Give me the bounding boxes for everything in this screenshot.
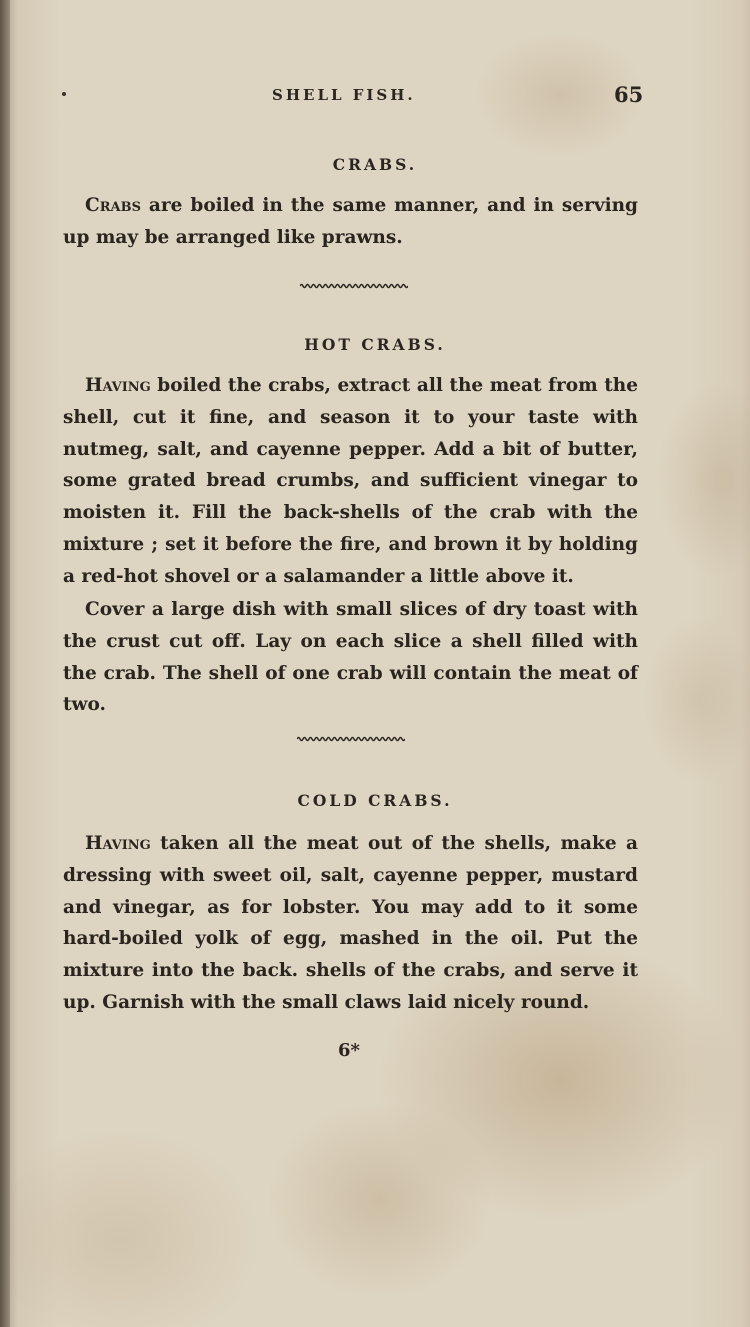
- paragraph-text: Cover a large dish with small slices of dry toast with the crust cut off. Lay on each slice a shell filled with the crab. The shell of one crab will contain the meat of two.: [63, 599, 638, 716]
- paragraph-lead: Having: [85, 833, 151, 854]
- wavy-rule-divider: [300, 283, 408, 289]
- section-heading-hot-crabs: HOT CRABS.: [304, 335, 446, 354]
- section-heading-crabs: CRABS.: [332, 155, 418, 174]
- paragraph-hot-crabs-1: [63, 370, 638, 593]
- wavy-rule-divider: [297, 736, 405, 742]
- section-heading-cold-crabs: COLD CRABS.: [297, 791, 453, 810]
- page-number: 65: [614, 82, 644, 107]
- paragraph-crabs: [63, 190, 638, 254]
- paragraph-lead: Having: [85, 375, 151, 396]
- ornament-dot: [62, 92, 66, 96]
- paragraph-text: boiled the crabs, extract all the meat from the shell, cut it fine, and season it to your taste with nutmeg, salt, and cayenne pepper. Add a bit of butter, some grated bread crumbs, and sufficient vinegar to moisten it. Fill the back-shells of the crab with the mixture ; set it before the fire, and brown it by holding a red-hot shovel or a salamander a little above it.: [63, 375, 638, 587]
- paragraph-text: taken all the meat out of the shells, make a dressing with sweet oil, salt, cayenne pepper, mustard and vinegar, as for lobster. You may add to it some hard-boiled yolk of egg, mashed in the oil. Put the mixture into the back. shells of the crabs, and serve it up. Garnish with the small claws laid nicely round.: [63, 833, 638, 1013]
- paragraph-cold-crabs: [63, 828, 638, 1019]
- paragraph-hot-crabs-2: [63, 594, 638, 721]
- paragraph-text: are boiled in the same manner, and in serving up may be arranged like prawns.: [63, 195, 638, 248]
- signature-mark: 6*: [338, 1040, 360, 1061]
- running-head: [0, 84, 750, 106]
- page-gutter: [0, 0, 10, 1327]
- paragraph-lead: Crabs: [85, 195, 141, 216]
- running-head-title: SHELL FISH.: [272, 86, 416, 104]
